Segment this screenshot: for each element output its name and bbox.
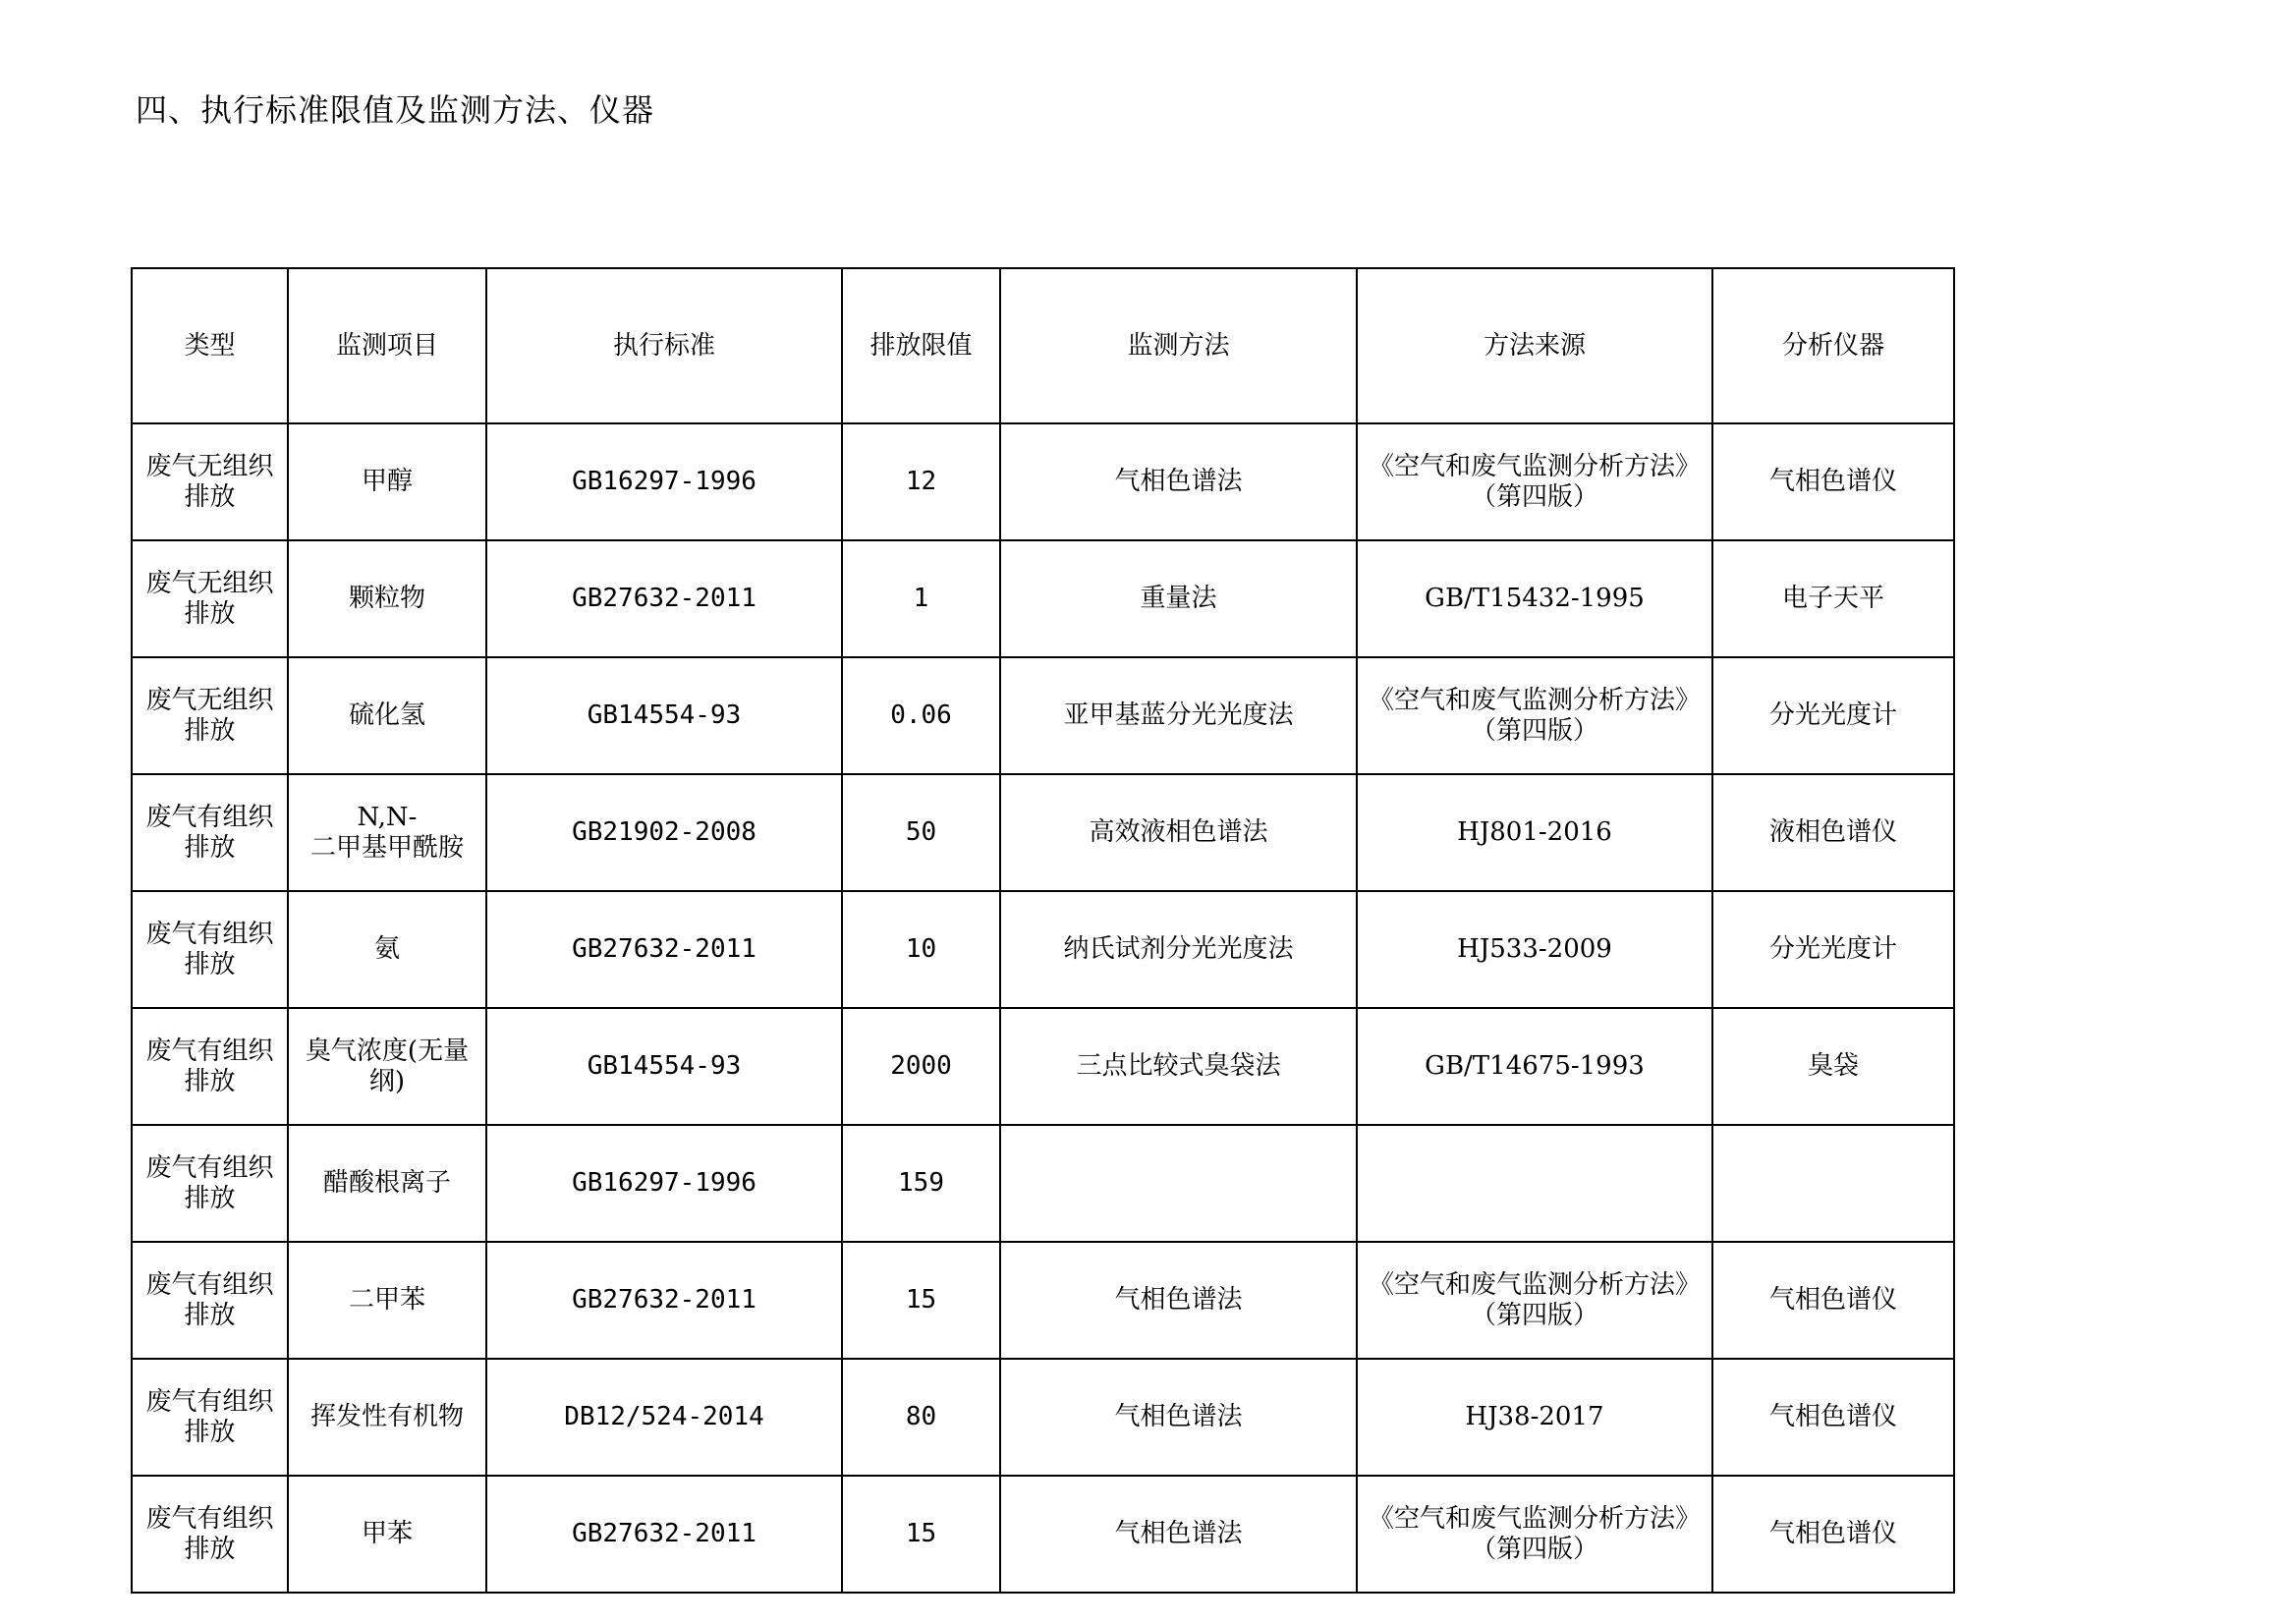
cell-type-line: 废气无组织: [145, 568, 274, 598]
cell-type: [132, 1476, 288, 1593]
cell-method: 重量法: [1000, 540, 1357, 657]
cell-type-line: 废气有组织: [145, 919, 274, 949]
cell-standard: GB16297-1996: [486, 1125, 842, 1242]
cell-item-line: N,N-: [357, 802, 418, 832]
cell-source: [1357, 540, 1712, 657]
cell-standard: GB21902-2008: [486, 774, 842, 891]
cell-item-line: 臭气浓度(无量: [305, 1036, 470, 1066]
cell-item-line: 颗粒物: [348, 584, 425, 613]
cell-method: 气相色谱法: [1000, 1476, 1357, 1593]
table-header-row: [132, 268, 1954, 423]
cell-item-line: 氨: [373, 934, 400, 964]
cell-type-line: 废气有组织: [145, 1386, 274, 1417]
cell-source-line: HJ533-2009: [1457, 934, 1612, 964]
cell-type: [132, 774, 288, 891]
cell-method: 纳氏试剂分光光度法: [1000, 891, 1357, 1008]
cell-instrument: 气相色谱仪: [1712, 1476, 1954, 1593]
cell-limit: 10: [842, 891, 1000, 1008]
cell-limit: 15: [842, 1242, 1000, 1359]
cell-item-line: 二甲基甲酰胺: [309, 832, 464, 863]
header-standard: 执行标准: [486, 268, 842, 423]
table-row: [132, 1125, 1954, 1242]
cell-source: [1357, 1008, 1712, 1125]
cell-standard: GB14554-93: [486, 657, 842, 774]
cell-limit: 159: [842, 1125, 1000, 1242]
cell-standard: GB27632-2011: [486, 540, 842, 657]
cell-type: [132, 1125, 288, 1242]
cell-item-line: 甲苯: [361, 1519, 413, 1548]
cell-method: 气相色谱法: [1000, 1242, 1357, 1359]
cell-item: [288, 540, 486, 657]
cell-method: 气相色谱法: [1000, 423, 1357, 540]
cell-type: [132, 423, 288, 540]
cell-type: [132, 891, 288, 1008]
cell-item: [288, 657, 486, 774]
cell-source: [1357, 423, 1712, 540]
cell-source: [1357, 1476, 1712, 1593]
cell-method: 高效液相色谱法: [1000, 774, 1357, 891]
cell-method: 气相色谱法: [1000, 1359, 1357, 1476]
cell-item-line: 挥发性有机物: [309, 1402, 464, 1431]
cell-type-line: 废气无组织: [145, 685, 274, 715]
cell-standard: GB14554-93: [486, 1008, 842, 1125]
cell-type: [132, 1242, 288, 1359]
cell-type-line: 排放: [184, 1534, 236, 1564]
cell-source: [1357, 891, 1712, 1008]
cell-type-line: 废气有组织: [145, 1152, 274, 1183]
table-row: [132, 540, 1954, 657]
table-row: [132, 774, 1954, 891]
cell-source-line: （第四版）: [1470, 1300, 1598, 1330]
cell-type-line: 排放: [184, 715, 236, 746]
cell-limit: 2000: [842, 1008, 1000, 1125]
cell-instrument: 分光光度计: [1712, 891, 1954, 1008]
cell-source-line: （第四版）: [1470, 715, 1598, 746]
cell-source-line: 《空气和废气监测分析方法》: [1368, 1503, 1701, 1534]
table-row: [132, 1008, 1954, 1125]
standards-table-container: [131, 267, 1955, 1594]
cell-method: 三点比较式臭袋法: [1000, 1008, 1357, 1125]
cell-item: [288, 1125, 486, 1242]
header-limit: 排放限值: [842, 268, 1000, 423]
table-row: [132, 423, 1954, 540]
cell-item: [288, 423, 486, 540]
cell-limit: 15: [842, 1476, 1000, 1593]
table-row: [132, 1359, 1954, 1476]
header-source: 方法来源: [1357, 268, 1712, 423]
cell-instrument: 液相色谱仪: [1712, 774, 1954, 891]
cell-standard: GB16297-1996: [486, 423, 842, 540]
cell-standard: DB12/524-2014: [486, 1359, 842, 1476]
standards-table: [131, 267, 1955, 1594]
cell-source-line: HJ38-2017: [1465, 1402, 1604, 1431]
cell-type: [132, 540, 288, 657]
table-row: [132, 657, 1954, 774]
table-body: [132, 423, 1954, 1593]
cell-standard: GB27632-2011: [486, 891, 842, 1008]
cell-instrument: 气相色谱仪: [1712, 1359, 1954, 1476]
header-item: 监测项目: [288, 268, 486, 423]
cell-method: 亚甲基蓝分光光度法: [1000, 657, 1357, 774]
cell-type-line: 废气有组织: [145, 1036, 274, 1066]
cell-type-line: 废气有组织: [145, 802, 274, 832]
cell-standard: GB27632-2011: [486, 1476, 842, 1593]
cell-item: [288, 1008, 486, 1125]
cell-instrument: [1712, 1125, 1954, 1242]
cell-item: [288, 1242, 486, 1359]
cell-item: [288, 1476, 486, 1593]
table-row: [132, 1242, 1954, 1359]
cell-item-line: 硫化氢: [348, 700, 425, 730]
cell-limit: 12: [842, 423, 1000, 540]
cell-type-line: 排放: [184, 1183, 236, 1213]
cell-type-line: 排放: [184, 481, 236, 512]
cell-source: [1357, 774, 1712, 891]
cell-source-line: GB/T14675-1993: [1425, 1051, 1645, 1081]
cell-type: [132, 657, 288, 774]
cell-source: [1357, 657, 1712, 774]
cell-source: [1357, 1242, 1712, 1359]
cell-item-line: 醋酸根离子: [322, 1168, 451, 1198]
cell-item-line: 纲): [368, 1066, 406, 1096]
header-instrument: 分析仪器: [1712, 268, 1954, 423]
cell-limit: 0.06: [842, 657, 1000, 774]
cell-type-line: 排放: [184, 832, 236, 863]
page-title: 四、执行标准限值及监测方法、仪器: [136, 91, 655, 129]
cell-method: [1000, 1125, 1357, 1242]
cell-type-line: 排放: [184, 598, 236, 629]
cell-type: [132, 1359, 288, 1476]
cell-type-line: 排放: [184, 1417, 236, 1447]
cell-type-line: 废气有组织: [145, 1503, 274, 1534]
cell-source: [1357, 1359, 1712, 1476]
cell-source-line: （第四版）: [1470, 1534, 1598, 1564]
header-method: 监测方法: [1000, 268, 1357, 423]
cell-source: [1357, 1125, 1712, 1242]
cell-standard: GB27632-2011: [486, 1242, 842, 1359]
table-row: [132, 1476, 1954, 1593]
cell-limit: 50: [842, 774, 1000, 891]
cell-item-line: 二甲苯: [348, 1285, 425, 1315]
cell-source-line: 《空气和废气监测分析方法》: [1368, 1269, 1701, 1300]
cell-instrument: 气相色谱仪: [1712, 1242, 1954, 1359]
cell-source-line: （第四版）: [1470, 481, 1598, 512]
cell-instrument: 臭袋: [1712, 1008, 1954, 1125]
header-type: 类型: [132, 268, 288, 423]
cell-instrument: 分光光度计: [1712, 657, 1954, 774]
cell-type-line: 排放: [184, 1300, 236, 1330]
cell-instrument: 气相色谱仪: [1712, 423, 1954, 540]
cell-item: [288, 891, 486, 1008]
cell-limit: 1: [842, 540, 1000, 657]
cell-item: [288, 774, 486, 891]
cell-item-line: 甲醇: [361, 467, 413, 496]
cell-type-line: 排放: [184, 1066, 236, 1096]
cell-instrument: 电子天平: [1712, 540, 1954, 657]
cell-type-line: 废气有组织: [145, 1269, 274, 1300]
cell-type: [132, 1008, 288, 1125]
cell-source-line: HJ801-2016: [1457, 817, 1612, 847]
cell-limit: 80: [842, 1359, 1000, 1476]
cell-item: [288, 1359, 486, 1476]
cell-type-line: 排放: [184, 949, 236, 980]
cell-type-line: 废气无组织: [145, 451, 274, 481]
cell-source-line: GB/T15432-1995: [1425, 584, 1645, 613]
cell-source-line: 《空气和废气监测分析方法》: [1368, 451, 1701, 481]
cell-source-line: 《空气和废气监测分析方法》: [1368, 685, 1701, 715]
table-row: [132, 891, 1954, 1008]
